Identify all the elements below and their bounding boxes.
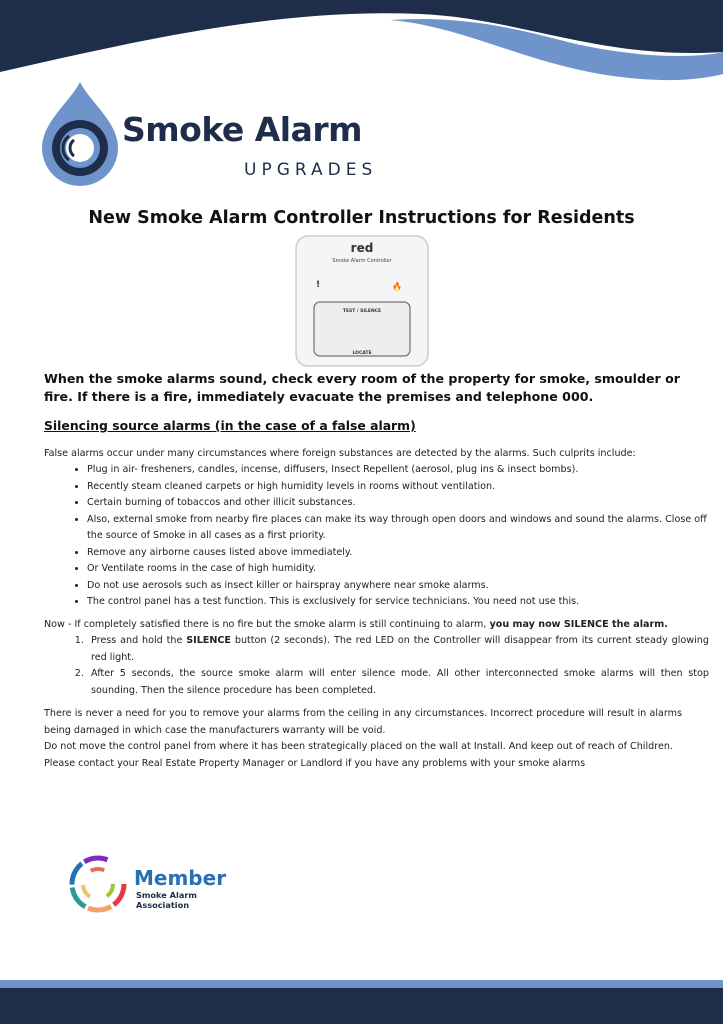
section-heading: Silencing source alarms (in the case of a false alarm) (44, 418, 416, 433)
closing-line: Do not move the control panel from where it has been strategically placed on the wall at Install. And keep out of reach of Children. (44, 741, 673, 752)
list-item: • Do not use aerosols such as insect killer or hairspray anywhere near smoke alarms. (87, 578, 709, 595)
step-text: Press and hold the (91, 635, 187, 646)
swirl-logo-icon (68, 854, 128, 914)
member-title: Member (134, 866, 227, 890)
device-label: Smoke Alarm Controller (332, 258, 392, 264)
intro-paragraph: False alarms occur under many circumstances where foreign substances are detected by the alarms. Such culprits include: (44, 448, 636, 459)
now-bold: you may now SILENCE the alarm. (489, 619, 668, 630)
list-item: • Remove any airborne causes listed above immediately. (87, 545, 709, 562)
step-item (87, 666, 709, 699)
now-paragraph (44, 617, 682, 634)
device-brand: red (350, 241, 374, 255)
member-org-line: Smoke Alarm (136, 890, 197, 900)
logo-subtitle: UPGRADES (244, 160, 378, 180)
list-item: • Also, external smoke from nearby fire places can make its way through open doors and windows and sound the alarms. Close off the source of Smoke in all cases as a first priority. (87, 512, 709, 545)
member-org-line: Association (136, 900, 190, 910)
list-item: • Or Ventilate rooms in the case of high humidity. (87, 561, 709, 578)
list-item: • Recently steam cleaned carpets or high humidity levels in rooms without ventilation. (87, 479, 709, 496)
lead-warning: When the smoke alarms sound, check every room of the property for smoke, smoulder or fire. If there is a fire, immediately evacuate the premises and telephone 000. (44, 371, 680, 404)
step-text: After 5 seconds, the source smoke alarm will enter silence mode. All other interconnected smoke alarms will then stop sounding. Then the silence procedure has been completed. (91, 668, 709, 696)
silence-steps (60, 633, 709, 699)
water-drop-logo-icon (38, 80, 122, 190)
closing-paragraphs (44, 706, 682, 772)
smoke-alarm-controller-image (294, 234, 430, 368)
logo-title: Smoke Alarm (122, 110, 363, 149)
step-item (87, 633, 709, 666)
footer-bar (0, 980, 723, 1024)
step-text: button (2 seconds). The red LED on the Controller will disappear from its current steady glowing red light. (91, 635, 709, 663)
warning-icon: ! (316, 280, 321, 290)
closing-line: Please contact your Real Estate Property Manager or Landlord if you have any problems with your smoke alarms (44, 757, 586, 769)
culprit-list (60, 462, 709, 611)
step-bold: SILENCE (186, 635, 231, 646)
company-logo (38, 80, 398, 185)
device-button-top-label: TEST / SILENCE (342, 309, 382, 314)
list-item: • Plug in air- fresheners, candles, incense, diffusers, Insect Repellent (aerosol, plug ins & insect bombs). (87, 462, 709, 479)
member-badge (68, 852, 248, 914)
page-title: New Smoke Alarm Controller Instructions for Residents (88, 208, 635, 228)
list-item: • Certain burning of tobaccos and other illicit substances. (87, 495, 709, 512)
closing-line: There is never a need for you to remove your alarms from the ceiling in any circumstances. Incorrect procedure will result in alarms being damaged in which case the manufacturers warranty will be void. (44, 708, 682, 736)
member-org (136, 890, 236, 910)
device-button-bottom-label: LOCATE (352, 351, 372, 356)
now-text: Now - If completely satisfied there is no fire but the smoke alarm is still continuing to alarm, (44, 619, 490, 630)
fire-icon: 🔥 (392, 282, 402, 291)
list-item: • The control panel has a test function. This is exclusively for service technicians. You need not use this. (87, 594, 709, 611)
